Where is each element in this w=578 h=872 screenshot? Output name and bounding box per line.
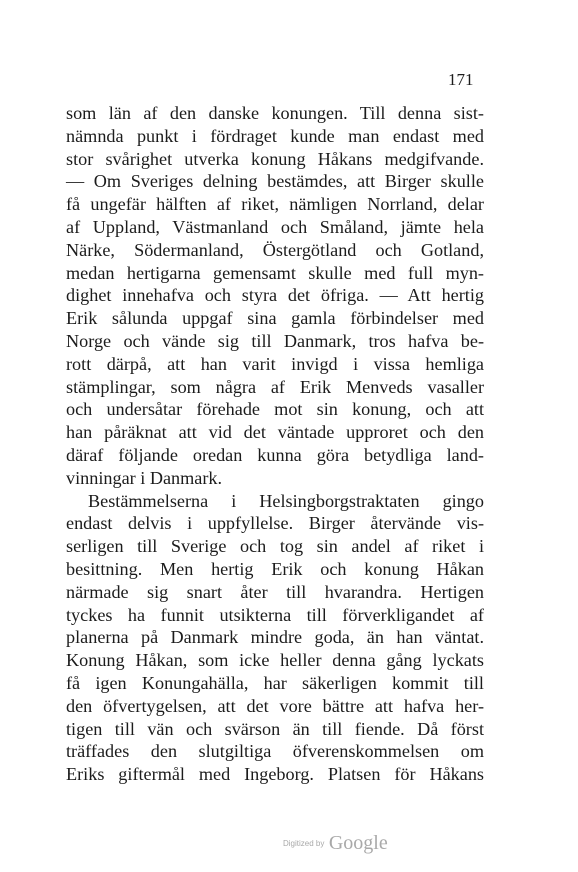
text-line: planerna på Danmark mindre goda, än han väntat. [66,627,484,648]
text-line: besittning. Men hertig Erik och konung Håkan [66,558,484,579]
text-line: som län af den danske konungen. Till denna sist- [66,103,484,123]
text-line: Närke, Södermanland, Östergötland och Gotland, [66,239,484,260]
text-line: medan hertigarna gemensamt skulle med full myn- [66,262,484,283]
text-line: Norge och vände sig till Danmark, tros hafva be- [66,330,484,351]
text-line: stor svårighet utverka konung Håkans medgifvande. [66,148,484,169]
page-number: 171 [448,70,474,89]
text-line: endast delvis i uppfyllelse. Birger återvände vis- [66,513,484,534]
text-line: nämnda punkt i fördraget kunde man endast med [66,125,484,146]
text-line: träffades den slutgiltiga öfverenskommelsen om [66,741,484,762]
text-line: af Uppland, Västmanland och Småland, jämte hela [66,216,484,237]
text-line: tigen till vän och svärson än till fiende. Då först [66,718,484,739]
text-line: däraf följande oredan kunna göra betydliga land- [66,444,484,465]
text-line: Erik sålunda uppgaf sina gamla förbindelser med [66,308,484,329]
text-line: stämplingar, som några af Erik Menveds vasaller [66,376,484,397]
text-line: tyckes ha funnit utsikterna till förverkligandet af [66,604,484,625]
watermark-prefix: Digitized by [283,839,325,848]
paragraph-start-line: Bestämmelserna i Helsingborgstraktaten gingo [88,490,484,511]
body-text [66,102,484,786]
text-line: den öfvertygelsen, att det vore bättre att hafva her- [66,695,484,716]
text-line: och undersåtar förehade mot sin konung, och att [66,399,484,420]
text-line: Konung Håkan, som icke heller denna gång lyckats [66,650,484,671]
text-line: dighet innehafva och styra det öfriga. — Att hertig [66,285,484,306]
digitized-watermark [283,832,388,855]
text-line: Eriks giftermål med Ingeborg. Platsen för Håkans [66,764,484,785]
paragraph-end-line: vinningar i Danmark. [66,467,223,488]
text-line: han påräknat att vid det väntade upproret och den [66,422,484,443]
google-logo: Google [328,832,388,854]
text-line: rott därpå, att han varit invigd i vissa hemliga [66,353,484,374]
text-line: närmade sig snart åter till hvarandra. Hertigen [66,581,484,602]
text-line: få igen Konungahälla, har säkerligen kommit till [66,672,484,693]
text-line: — Om Sveriges delning bestämdes, att Birger skulle [66,171,484,192]
text-line: få ungefär hälften af riket, nämligen Norrland, delar [66,194,484,215]
text-line: serligen till Sverige och tog sin andel af riket i [66,536,484,557]
